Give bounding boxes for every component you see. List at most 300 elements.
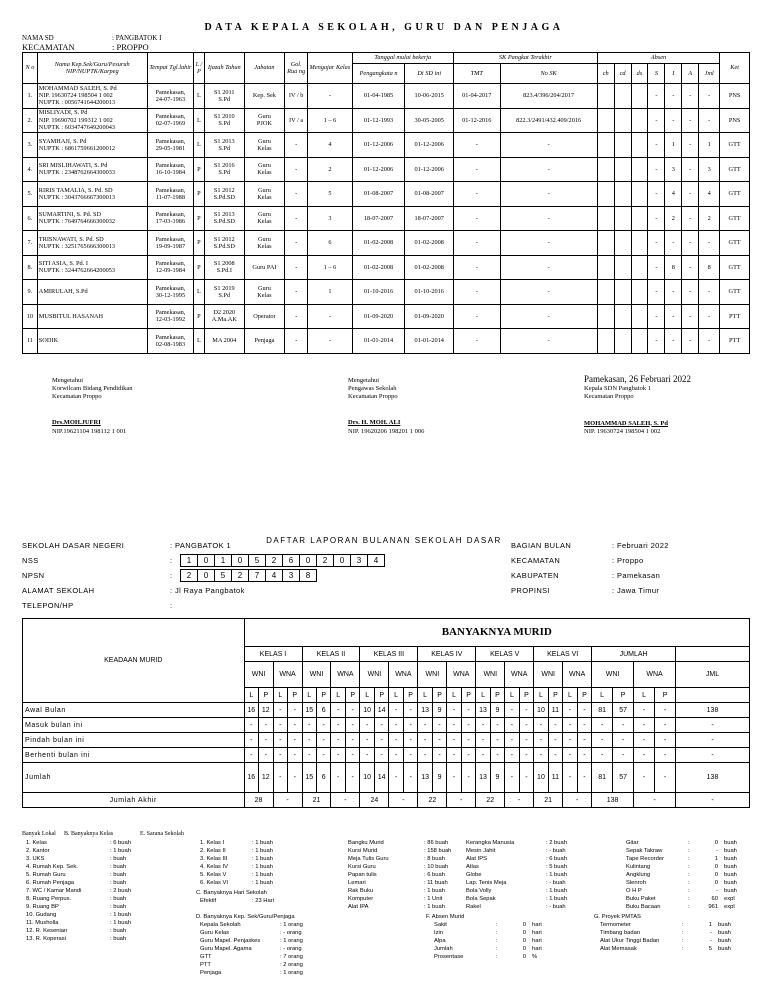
- inventory-unit: hari: [532, 922, 542, 928]
- cell-i: 1: [665, 133, 682, 158]
- staff-nip: NUPTK : 3244762664200053: [38, 267, 116, 275]
- inventory-row: [626, 839, 737, 847]
- murid-cell: -: [360, 718, 374, 733]
- murid-cell: -: [331, 703, 345, 718]
- inventory-value: :: [688, 896, 690, 902]
- cell-s: -: [648, 329, 665, 354]
- kelas-header: KELAS III: [360, 647, 418, 662]
- nss-digit: 2: [266, 555, 283, 567]
- inventory-value: :: [496, 922, 498, 928]
- cell-nama: [37, 108, 147, 133]
- cell-ket: PTT: [720, 329, 750, 354]
- murid-akhir-cell: 138: [592, 793, 634, 808]
- murid-cell: -: [634, 763, 655, 793]
- murid-cell: -: [288, 718, 302, 733]
- cell-ds: [631, 133, 648, 158]
- cell-tmt: -: [454, 304, 500, 329]
- staff-ijazah: MA 2004: [212, 337, 237, 345]
- murid-cell: -: [613, 718, 634, 733]
- sig-mid-nip: NIP. 19620206 198201 1 006: [348, 427, 425, 435]
- murid-cell: -: [273, 703, 287, 718]
- inventory-label: Bola Sepak: [466, 896, 496, 902]
- cell-mulai: 01-09-2020: [352, 304, 405, 329]
- staff-jabatan: Guru: [257, 186, 271, 194]
- wni-header: WNI: [360, 662, 389, 688]
- staff-ijazah: D2 2020: [213, 309, 236, 317]
- murid-cell: 10: [360, 763, 374, 793]
- murid-row: [23, 703, 750, 718]
- inventory-row: [26, 927, 131, 935]
- staff-tgl-lahir: 24-07-1963: [155, 95, 186, 103]
- sig-right-line2: Kepala SDN Pangbatok 1: [584, 385, 651, 393]
- inventory-label: Angklung: [626, 872, 651, 878]
- cell-lp: L: [194, 133, 205, 158]
- cell-disd: 01-12-2006: [405, 157, 454, 182]
- cell-kelas: -: [308, 304, 352, 329]
- cell-nosk: 822.3/2491/432.409/2016: [500, 108, 597, 133]
- inventory-row: [600, 929, 731, 937]
- murid-cell: -: [403, 748, 417, 763]
- inventory-row: [466, 863, 567, 871]
- signature-pengawas: [348, 377, 424, 436]
- jml-sub-blank: [676, 688, 750, 703]
- cell-jabatan: [244, 206, 284, 231]
- cell-tmt: -: [454, 255, 500, 280]
- keadaan-murid-header: KEADAAN MURID: [23, 619, 245, 703]
- murid-row-label: Berhenti bulan ini: [23, 748, 245, 763]
- cell-nama: [37, 157, 147, 182]
- murid-cell: -: [634, 733, 655, 748]
- l-header: L: [476, 688, 490, 703]
- cell-no: 11: [23, 329, 38, 354]
- cell-jabatan: [244, 280, 284, 305]
- page-title: DATA KEPALA SEKOLAH, GURU DAN PENJAGA: [204, 22, 564, 33]
- murid-cell: 57: [613, 763, 634, 793]
- murid-cell: 11: [548, 763, 562, 793]
- murid-cell: -: [288, 703, 302, 718]
- inventory-label: 8. Ruang Perpus.: [26, 896, 72, 902]
- inventory-count: 1: [714, 856, 718, 862]
- cell-ijazah: [204, 84, 244, 109]
- l-header: L: [302, 688, 316, 703]
- inventory-row: [626, 887, 737, 895]
- murid-cell: -: [577, 763, 591, 793]
- wni-header: WNI: [592, 662, 634, 688]
- p-header: P: [519, 688, 533, 703]
- staff-jabatan: Kep. Sek: [252, 92, 276, 100]
- nss-digit: 0: [198, 555, 215, 567]
- inventory-unit: hari: [532, 938, 542, 944]
- murid-cell: -: [577, 733, 591, 748]
- inventory-row: [26, 911, 131, 919]
- inventory-row: [348, 863, 451, 871]
- staff-tempat: Pamekasan,: [155, 260, 186, 268]
- cell-a: -: [682, 84, 699, 109]
- inventory-label: Kursi Murid: [348, 848, 378, 854]
- inventory-row: [26, 935, 131, 943]
- murid-cell: -: [259, 748, 273, 763]
- inventory-value: : 1 buah: [546, 888, 567, 894]
- inventory-count: 0: [522, 946, 526, 952]
- cell-tmt: -: [454, 157, 500, 182]
- staff-tempat: Pamekasan,: [155, 137, 186, 145]
- lap-value-npsn: :: [170, 571, 173, 580]
- murid-cell: -: [655, 763, 676, 793]
- staff-tgl-lahir: 30-12-1995: [155, 291, 186, 299]
- cell-nama: [37, 329, 147, 354]
- staff-jabatan: Operator: [253, 312, 276, 320]
- cell-ch: [597, 182, 614, 207]
- cell-jml: -: [699, 231, 720, 256]
- murid-cell: 16: [244, 763, 258, 793]
- inventory-label: Bangku Murid: [348, 840, 384, 846]
- cell-jabatan: [244, 304, 284, 329]
- staff-nip: NUPTK : 2348762664300033: [38, 169, 116, 177]
- sig-left-line3: Kecamatan Proppo: [52, 393, 102, 401]
- murid-cell: 6: [316, 763, 330, 793]
- l-header: L: [592, 688, 613, 703]
- inventory-label: 9. Ruang BP: [26, 904, 59, 910]
- inventory-value: : 6 buah: [110, 840, 131, 846]
- staff-row: [23, 255, 750, 280]
- murid-cell: -: [331, 733, 345, 748]
- inventory-label: Guru Mapel. Agama: [200, 946, 252, 952]
- inventory-label: 7. WC / Kamar Mandi: [26, 888, 82, 894]
- absen-murid-title: F. Absen Murid: [426, 914, 465, 920]
- cell-nosk: -: [500, 133, 597, 158]
- col-absen-ds: ds: [631, 64, 648, 84]
- cell-ch: [597, 329, 614, 354]
- murid-row: [23, 733, 750, 748]
- cell-lp: P: [194, 157, 205, 182]
- cell-ch: [597, 206, 614, 231]
- cell-nama: [37, 206, 147, 231]
- murid-cell: -: [259, 733, 273, 748]
- sig-left-line2: Korwilcam Bidang Pendidikan: [52, 385, 133, 393]
- cell-i: -: [665, 84, 682, 109]
- wna-header: WNA: [447, 662, 476, 688]
- inventory-row: [348, 903, 451, 911]
- murid-cell: -: [447, 763, 461, 793]
- murid-cell: -: [374, 748, 388, 763]
- inventory-row: [348, 855, 451, 863]
- inventory-value: : 1 buah: [252, 848, 273, 854]
- inventory-row: [626, 895, 737, 903]
- inventory-value: : - buah: [546, 904, 566, 910]
- staff-ijazah-gelar: S.Pd.SD: [213, 193, 235, 201]
- murid-row-label: Jumlah: [23, 763, 245, 793]
- lap-label-nss: NSS: [22, 556, 39, 565]
- inventory-value: : 1 buah: [252, 864, 273, 870]
- murid-cell: -: [403, 733, 417, 748]
- inventory-row: [26, 871, 131, 879]
- inventory-label: Atlas: [466, 864, 479, 870]
- murid-cell: -: [447, 718, 461, 733]
- cell-nosk: -: [500, 231, 597, 256]
- murid-cell: -: [418, 748, 432, 763]
- cell-gol: IV / a: [285, 108, 308, 133]
- murid-cell: -: [374, 733, 388, 748]
- murid-cell: -: [331, 748, 345, 763]
- p-header: P: [490, 688, 504, 703]
- cell-ds: [631, 182, 648, 207]
- absen-murid-list: [434, 921, 542, 961]
- staff-ijazah: S1 2011: [213, 88, 235, 96]
- col-ket: Ket: [720, 53, 750, 84]
- wna-header: WNA: [273, 662, 302, 688]
- staff-row: [23, 206, 750, 231]
- l-header: L: [331, 688, 345, 703]
- inventory-count: -: [716, 888, 718, 894]
- cell-cd: [614, 157, 631, 182]
- cell-ch: [597, 157, 614, 182]
- cell-nosk: 823.4/396/204/2017: [500, 84, 597, 109]
- inventory-value: : 1 buah: [252, 880, 273, 886]
- murid-cell: -: [461, 733, 475, 748]
- inventory-row: [348, 839, 451, 847]
- sig-left-line1: Mengetahui: [52, 377, 84, 384]
- murid-cell: 81: [592, 703, 613, 718]
- cell-jabatan: [244, 108, 284, 133]
- murid-row: [23, 748, 750, 763]
- murid-cell: 10: [534, 703, 548, 718]
- inventory-value: : 1 buah: [110, 848, 131, 854]
- inventory-label: 4. Kelas IV: [200, 864, 229, 870]
- banyaknya-murid-header: BANYAKNYA MURID: [244, 619, 749, 647]
- cell-mulai: 01-04-1985: [352, 84, 405, 109]
- inventory-count: 0: [522, 938, 526, 944]
- murid-cell: -: [418, 733, 432, 748]
- cell-nosk: -: [500, 304, 597, 329]
- murid-cell: 13: [476, 763, 490, 793]
- staff-ijazah-gelar: S.Pd: [218, 169, 231, 177]
- wni-header: WNI: [244, 662, 273, 688]
- nss-digit: 5: [249, 555, 266, 567]
- l-header: L: [447, 688, 461, 703]
- cell-jabatan: [244, 157, 284, 182]
- inventory-row: [626, 903, 737, 911]
- cell-tempat: [147, 280, 193, 305]
- inventory-row: [26, 903, 131, 911]
- cell-tmt: 01-04-2017: [454, 84, 500, 109]
- col-absen-i: I: [665, 64, 682, 84]
- npsn-digit: 0: [198, 570, 215, 582]
- l-header: L: [389, 688, 403, 703]
- guru-count-list: [200, 921, 303, 977]
- inventory-row: [26, 863, 131, 871]
- lap-label-propinsi: PROPINSI: [511, 586, 551, 595]
- cell-s: -: [648, 108, 665, 133]
- cell-jabatan: [244, 182, 284, 207]
- inventory-unit: buah: [718, 938, 731, 944]
- cell-cd: [614, 133, 631, 158]
- cell-no: 10: [23, 304, 38, 329]
- murid-akhir-cell: -: [563, 793, 592, 808]
- p-header: P: [432, 688, 446, 703]
- murid-cell: -: [447, 703, 461, 718]
- sig-mid-line2: Pengawas Sekolah: [348, 385, 397, 393]
- col-no: N o: [23, 53, 38, 84]
- cell-kelas: 6: [308, 231, 352, 256]
- p-header: P: [577, 688, 591, 703]
- cell-i: 2: [665, 206, 682, 231]
- cell-gol: -: [285, 304, 308, 329]
- cell-lp: P: [194, 182, 205, 207]
- cell-kelas: 3: [308, 206, 352, 231]
- cell-cd: [614, 108, 631, 133]
- cell-cd: [614, 84, 631, 109]
- staff-jabatan-detail: Kelas: [257, 218, 272, 226]
- staff-row: [23, 157, 750, 182]
- staff-row: [23, 108, 750, 133]
- cell-s: -: [648, 157, 665, 182]
- inventory-value: : 1 buah: [252, 856, 273, 862]
- hari-efektif: [200, 897, 274, 905]
- inventory-row: [626, 855, 737, 863]
- inventory-label: 5. Rumah Guru: [26, 872, 66, 878]
- murid-akhir-cell: 22: [418, 793, 447, 808]
- staff-nuptk: NUPTK : 6034747649200043: [38, 123, 116, 131]
- inventory-row: [26, 879, 131, 887]
- murid-cell: -: [592, 733, 613, 748]
- inventory-unit: buah: [718, 930, 731, 936]
- cell-mulai: 01-10-2016: [352, 280, 405, 305]
- murid-cell: 9: [490, 703, 504, 718]
- sarana-list-2: [466, 839, 567, 911]
- cell-ijazah: [204, 255, 244, 280]
- inventory-row: [200, 937, 303, 945]
- cell-jml: -: [699, 329, 720, 354]
- cell-nosk: -: [500, 206, 597, 231]
- inventory-label: 10. Gudang: [26, 912, 57, 918]
- wna-header: WNA: [389, 662, 418, 688]
- staff-ijazah: S1 2012: [213, 186, 235, 194]
- cell-jabatan: [244, 255, 284, 280]
- cell-s: -: [648, 84, 665, 109]
- cell-mulai: 18-07-2007: [352, 206, 405, 231]
- cell-a: -: [682, 280, 699, 305]
- inventory-value: :: [688, 840, 690, 846]
- l-header: L: [418, 688, 432, 703]
- cell-ijazah: [204, 304, 244, 329]
- inventory-value: :: [688, 888, 690, 894]
- col-absen: Absen: [597, 53, 720, 64]
- p-header: P: [316, 688, 330, 703]
- inventory-label: 6. Rumah Penjaga: [26, 880, 75, 886]
- murid-cell: -: [548, 718, 562, 733]
- cell-no: 1.: [23, 84, 38, 109]
- lap-value-alamat: : Jl Raya Pangbatok: [170, 586, 245, 595]
- murid-cell: -: [273, 718, 287, 733]
- inventory-value: :: [682, 922, 684, 928]
- murid-cell: -: [389, 763, 403, 793]
- inventory-label: 2. Kantor: [26, 848, 50, 854]
- npsn-digit: 5: [215, 570, 232, 582]
- murid-cell: -: [403, 703, 417, 718]
- murid-cell: -: [505, 763, 519, 793]
- inventory-row: [200, 961, 303, 969]
- col-absen-ch: ch: [597, 64, 614, 84]
- inventory-label: Kerangka Manusia: [466, 840, 515, 846]
- murid-cell: -: [461, 703, 475, 718]
- cell-cd: [614, 182, 631, 207]
- inventory-row: [26, 839, 131, 847]
- nss-digit: 2: [317, 555, 334, 567]
- murid-cell: -: [302, 718, 316, 733]
- sig-mid-name: Drs. H. MOH. ALI: [348, 419, 401, 427]
- inventory-label: 13. R. Koperasi: [26, 936, 66, 942]
- inventory-count: 961: [708, 904, 718, 910]
- murid-row: [23, 763, 750, 793]
- murid-cell: -: [519, 763, 533, 793]
- murid-cell: 9: [432, 763, 446, 793]
- murid-akhir-cell: -: [676, 793, 750, 808]
- staff-row: [23, 280, 750, 305]
- staff-row: [23, 84, 750, 109]
- murid-cell: -: [534, 718, 548, 733]
- inventory-value: : 10 buah: [424, 864, 449, 870]
- murid-akhir-cell: 21: [302, 793, 331, 808]
- cell-a: -: [682, 157, 699, 182]
- murid-cell: -: [563, 748, 577, 763]
- inventory-row: [200, 969, 303, 977]
- nss-digit: 1: [181, 555, 198, 567]
- staff-name: AMIRULAH, S.Pd: [38, 288, 88, 296]
- cell-i: -: [665, 304, 682, 329]
- inventory-row: [200, 921, 303, 929]
- staff-row: [23, 182, 750, 207]
- cell-tempat: [147, 133, 193, 158]
- cell-lp: P: [194, 206, 205, 231]
- inventory-unit: buah: [724, 856, 737, 862]
- cell-jml: 4: [699, 182, 720, 207]
- murid-cell: -: [316, 748, 330, 763]
- cell-kelas: 1 – 6: [308, 255, 352, 280]
- staff-ijazah-gelar: A.Ma.AK: [211, 316, 237, 324]
- col-ijazah: Ijazah Tahun: [204, 53, 244, 84]
- inventory-row: [466, 895, 567, 903]
- inventory-row: [26, 847, 131, 855]
- murid-cell: -: [345, 763, 359, 793]
- murid-cell: -: [389, 718, 403, 733]
- cell-ch: [597, 84, 614, 109]
- inventory-value: : 1 orang: [280, 938, 303, 944]
- pmtas-title: G. Proyek PMTAS: [594, 914, 641, 920]
- cell-s: -: [648, 206, 665, 231]
- lap-value-kecamatan: : Proppo: [612, 556, 644, 565]
- staff-tgl-lahir: 16-10-1984: [155, 169, 186, 177]
- inventory-unit: buah: [724, 840, 737, 846]
- inventory-count: 60: [711, 896, 718, 902]
- inventory-value: :: [688, 880, 690, 886]
- cell-jml: 3: [699, 157, 720, 182]
- cell-tempat: [147, 108, 193, 133]
- inventory-value: : buah: [110, 904, 127, 910]
- staff-table: [22, 52, 750, 354]
- murid-cell: -: [613, 748, 634, 763]
- cell-ket: GTT: [720, 255, 750, 280]
- kelas-header: KELAS II: [302, 647, 360, 662]
- murid-cell: -: [577, 718, 591, 733]
- inventory-row: [200, 953, 303, 961]
- inventory-value: : buah: [110, 936, 127, 942]
- staff-tgl-lahir: 29-05-1981: [155, 144, 186, 152]
- murid-cell: -: [505, 748, 519, 763]
- staff-ijazah: S1 2019: [213, 284, 235, 292]
- inventory-value: : 1 buah: [252, 872, 273, 878]
- murid-cell: -: [273, 748, 287, 763]
- pmtas-list: [600, 921, 731, 953]
